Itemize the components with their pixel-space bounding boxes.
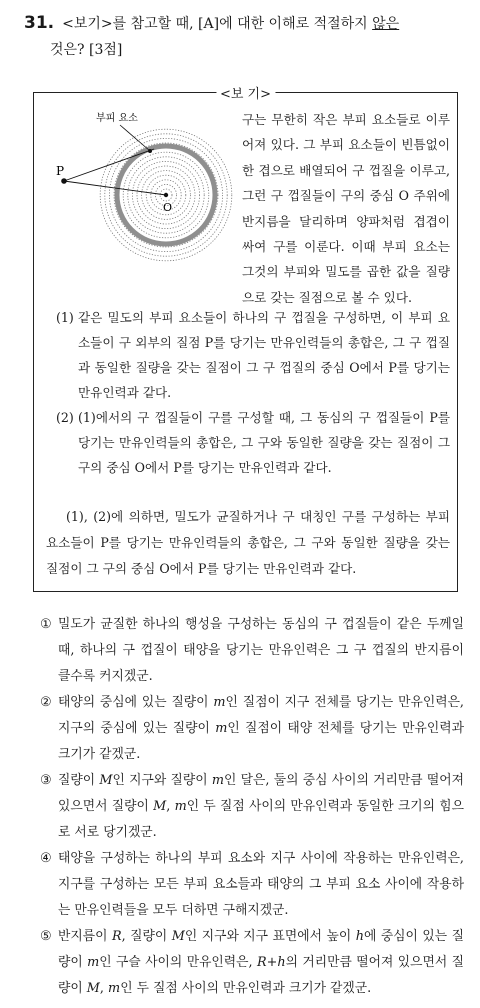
choice-5[interactable] [40, 924, 464, 1002]
bogi-item [46, 405, 450, 480]
bogi-box [33, 87, 458, 592]
bogi-item-number: (1) [56, 310, 74, 325]
bogi-title: <보 기> [216, 83, 275, 102]
bogi-item-text: 같은 밀도의 부피 요소들이 하나의 구 껍질을 구성하면, 이 부피 요소들이 구 외부의 질점 P를 당기는 만유인력들의 총합은, 그 구 껍질과 동일한 질량을 갖는 질점이 그 구 껍질의 중심 O에서 P를 당기는 만유인력과 같다. [78, 310, 450, 400]
choice-number: ② [40, 695, 52, 710]
choice-4[interactable] [40, 846, 464, 924]
choice-3[interactable] [40, 768, 464, 846]
bogi-conclusion: (1), (2)에 의하면, 밀도가 균질하거나 구 대칭인 구를 구성하는 부피 요소들이 P를 당기는 만유인력들의 총합은, 그 구와 동일한 질량을 갖는 질점이 그 구의 중심 O에서 P를 당기는 만유인력과 같다. [46, 508, 450, 576]
choice-number: ① [40, 617, 52, 632]
choice-text: 반지름이 R, 질량이 M인 지구와 지구 표면에서 높이 h에 중심이 있는 질량이 m인 구슬 사이의 만유인력은, R+h의 거리만큼 떨어져 있으면서 질량이 M, m인 두 질점 사이의 만유인력과 크기가 같겠군. [58, 929, 464, 996]
bogi-item [46, 305, 450, 405]
label-volume-element: 부피 요소 [96, 113, 138, 124]
bogi-item-number: (2) [56, 410, 74, 425]
question-header [24, 10, 464, 63]
question-suffix: 것은? [3점] [50, 42, 123, 58]
label-p: P [56, 164, 65, 178]
question-underlined-word: 않은 [372, 16, 400, 32]
bogi-intro-text: 구는 무한히 작은 부피 요소들로 이루어져 있다. 그 부피 요소들이 빈틈없이 한 겹으로 배열되어 구 껍질을 이루고, 그런 구 껍질들이 구의 중심 O 주위에 반지름을 달리하며 양파처럼 겹겹이 싸여 구를 이룬다. 이때 부피 요소는 그것의 부피와 밀도를 곱한 값을 질량으로 갖는 질점으로 볼 수 있다. [242, 112, 450, 305]
choice-text: 태양을 구성하는 하나의 부피 요소와 지구 사이에 작용하는 만유인력은, 지구를 구성하는 모든 부피 요소들과 태양의 그 부피 요소 사이에 작용하는 만유인력들을 모두 더하면 구해지겠군. [58, 851, 464, 918]
choice-number: ③ [40, 773, 52, 788]
label-o: O [163, 201, 173, 214]
choice-text: 태양의 중심에 있는 질량이 m인 질점이 지구 전체를 당기는 만유인력은, 지구의 중심에 있는 질량이 m인 질점이 태양 전체를 당기는 만유인력과 크기가 같겠군. [58, 695, 464, 762]
choice-2[interactable] [40, 690, 464, 768]
bogi-items [46, 305, 450, 480]
choice-number: ⑤ [40, 929, 52, 944]
bogi-intro [46, 107, 450, 310]
choice-text: 밀도가 균질한 하나의 행성을 구성하는 동심의 구 껍질들이 같은 두께일 때, 하나의 구 껍질이 태양을 당기는 만유인력은 그 구 껍질의 반지름이 클수록 커지겠군. [58, 617, 464, 684]
answer-choices [40, 612, 464, 1002]
choice-1[interactable] [40, 612, 464, 690]
question-prefix: <보기>를 참고할 때, [A]에 대한 이해로 적절하지 [62, 16, 368, 32]
choice-number: ④ [40, 851, 52, 866]
bogi-item-text: (1)에서의 구 껍질들이 구를 구성할 때, 그 동심의 구 껍질들이 P를 당기는 만유인력들의 총합은, 그 구와 동일한 질량을 갖는 질점이 그 구의 중심 O에서 P를 당기는 만유인력과 같다. [78, 410, 450, 475]
question-number: 31. [24, 13, 55, 33]
choice-text: 질량이 M인 지구와 질량이 m인 달은, 둘의 중심 사이의 거리만큼 떨어져 있으면서 질량이 M, m인 두 질점 사이의 만유인력과 동일한 크기의 힘으로 서로 당기겠군. [58, 773, 464, 840]
